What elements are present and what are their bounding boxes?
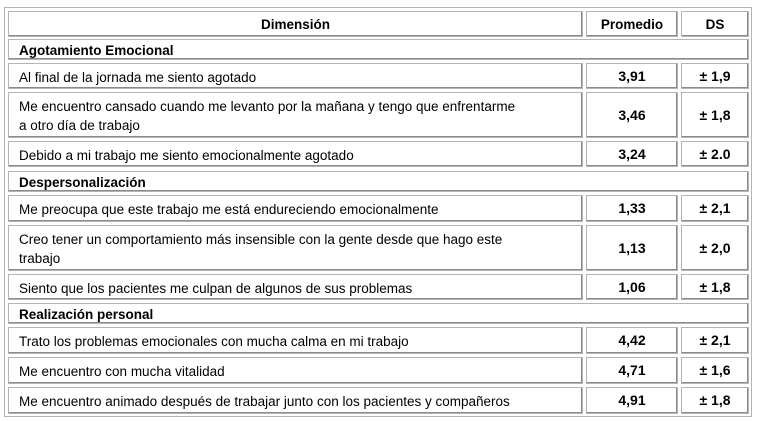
mean-value: 4,91 bbox=[618, 392, 646, 408]
table-row-sd-cell bbox=[681, 327, 749, 354]
sd-value: ± 2.0 bbox=[699, 146, 731, 162]
table-row-mean-cell bbox=[586, 195, 678, 222]
burnout-results-table bbox=[4, 7, 752, 417]
mean-value: 3,24 bbox=[618, 146, 646, 162]
table-row-sd-cell bbox=[681, 225, 749, 271]
mean-value: 3,91 bbox=[618, 68, 646, 84]
mean-value: 3,46 bbox=[618, 107, 646, 123]
table-row-sd-cell bbox=[681, 195, 749, 222]
mean-value: 4,42 bbox=[618, 332, 646, 348]
table-row-mean-cell bbox=[586, 92, 678, 138]
mean-value: 1,13 bbox=[618, 240, 646, 256]
table-row-sd-cell bbox=[681, 92, 749, 138]
section-header bbox=[8, 303, 749, 324]
table-row-mean-cell bbox=[586, 327, 678, 354]
item-text: Me encuentro animado después de trabajar junto con los pacientes y compañeros bbox=[19, 394, 510, 409]
header-cell-dimension bbox=[8, 11, 583, 37]
table-row-mean-cell bbox=[586, 274, 678, 300]
sd-value: ± 1,6 bbox=[699, 362, 731, 378]
sd-value: ± 2,0 bbox=[699, 240, 731, 256]
table-row-sd-cell bbox=[681, 357, 749, 384]
table-row-item-cell bbox=[8, 274, 583, 300]
sd-value: ± 2,1 bbox=[699, 200, 731, 216]
section-header bbox=[8, 39, 749, 60]
sd-value: ± 1,8 bbox=[699, 107, 731, 123]
item-text-line-1: Creo tener un comportamiento más insensible con la gente desde que hago este bbox=[19, 232, 503, 247]
section-title: Agotamiento Emocional bbox=[19, 43, 174, 58]
header-mean-label: Promedio bbox=[600, 17, 664, 32]
header-cell-sd bbox=[681, 11, 749, 37]
sd-value: ± 1,8 bbox=[699, 392, 731, 408]
header-sd-label: DS bbox=[705, 17, 725, 32]
item-text: Debido a mi trabajo me siento emocionalmente agotado bbox=[19, 148, 354, 163]
section-title: Realización personal bbox=[19, 307, 154, 322]
table-row-item-cell bbox=[8, 141, 583, 167]
table-row-item-cell bbox=[8, 327, 583, 354]
table-row-mean-cell bbox=[586, 63, 678, 89]
table-row-sd-cell bbox=[681, 141, 749, 167]
item-text: Me encuentro con mucha vitalidad bbox=[19, 364, 225, 379]
table-row-mean-cell bbox=[586, 387, 678, 414]
item-text-line-1: Me encuentro cansado cuando me levanto por la mañana y tengo que enfrentarme bbox=[19, 99, 516, 114]
header-dimension-label: Dimensión bbox=[260, 17, 330, 32]
table-row-mean-cell bbox=[586, 225, 678, 271]
item-text-line-2: a otro día de trabajo bbox=[19, 118, 140, 133]
table-row-mean-cell bbox=[586, 357, 678, 384]
table-row-item-cell bbox=[8, 387, 583, 414]
item-text: Trato los problemas emocionales con mucha calma en mi trabajo bbox=[19, 334, 409, 349]
table-row-item-cell bbox=[8, 195, 583, 222]
item-text-line-2: trabajo bbox=[19, 251, 61, 266]
table-row-mean-cell bbox=[586, 141, 678, 167]
mean-value: 4,71 bbox=[618, 362, 646, 378]
sd-value: ± 1,9 bbox=[699, 68, 731, 84]
table-row-item-cell bbox=[8, 63, 583, 89]
header-cell-mean bbox=[586, 11, 678, 37]
mean-value: 1,33 bbox=[618, 200, 646, 216]
section-title: Despersonalización bbox=[19, 175, 146, 190]
table-row-sd-cell bbox=[681, 387, 749, 414]
table-row-item-cell bbox=[8, 357, 583, 384]
table-row-item-cell bbox=[8, 92, 583, 138]
sd-value: ± 1,8 bbox=[699, 279, 731, 295]
mean-value: 1,06 bbox=[618, 279, 646, 295]
section-header bbox=[8, 171, 749, 192]
table-row-item-cell bbox=[8, 225, 583, 271]
table-row-sd-cell bbox=[681, 63, 749, 89]
sd-value: ± 2,1 bbox=[699, 332, 731, 348]
table-row-sd-cell bbox=[681, 274, 749, 300]
item-text: Al final de la jornada me siento agotado bbox=[19, 70, 257, 85]
item-text: Me preocupa que este trabajo me está endureciendo emocionalmente bbox=[19, 202, 439, 217]
item-text: Siento que los pacientes me culpan de algunos de sus problemas bbox=[19, 281, 413, 296]
